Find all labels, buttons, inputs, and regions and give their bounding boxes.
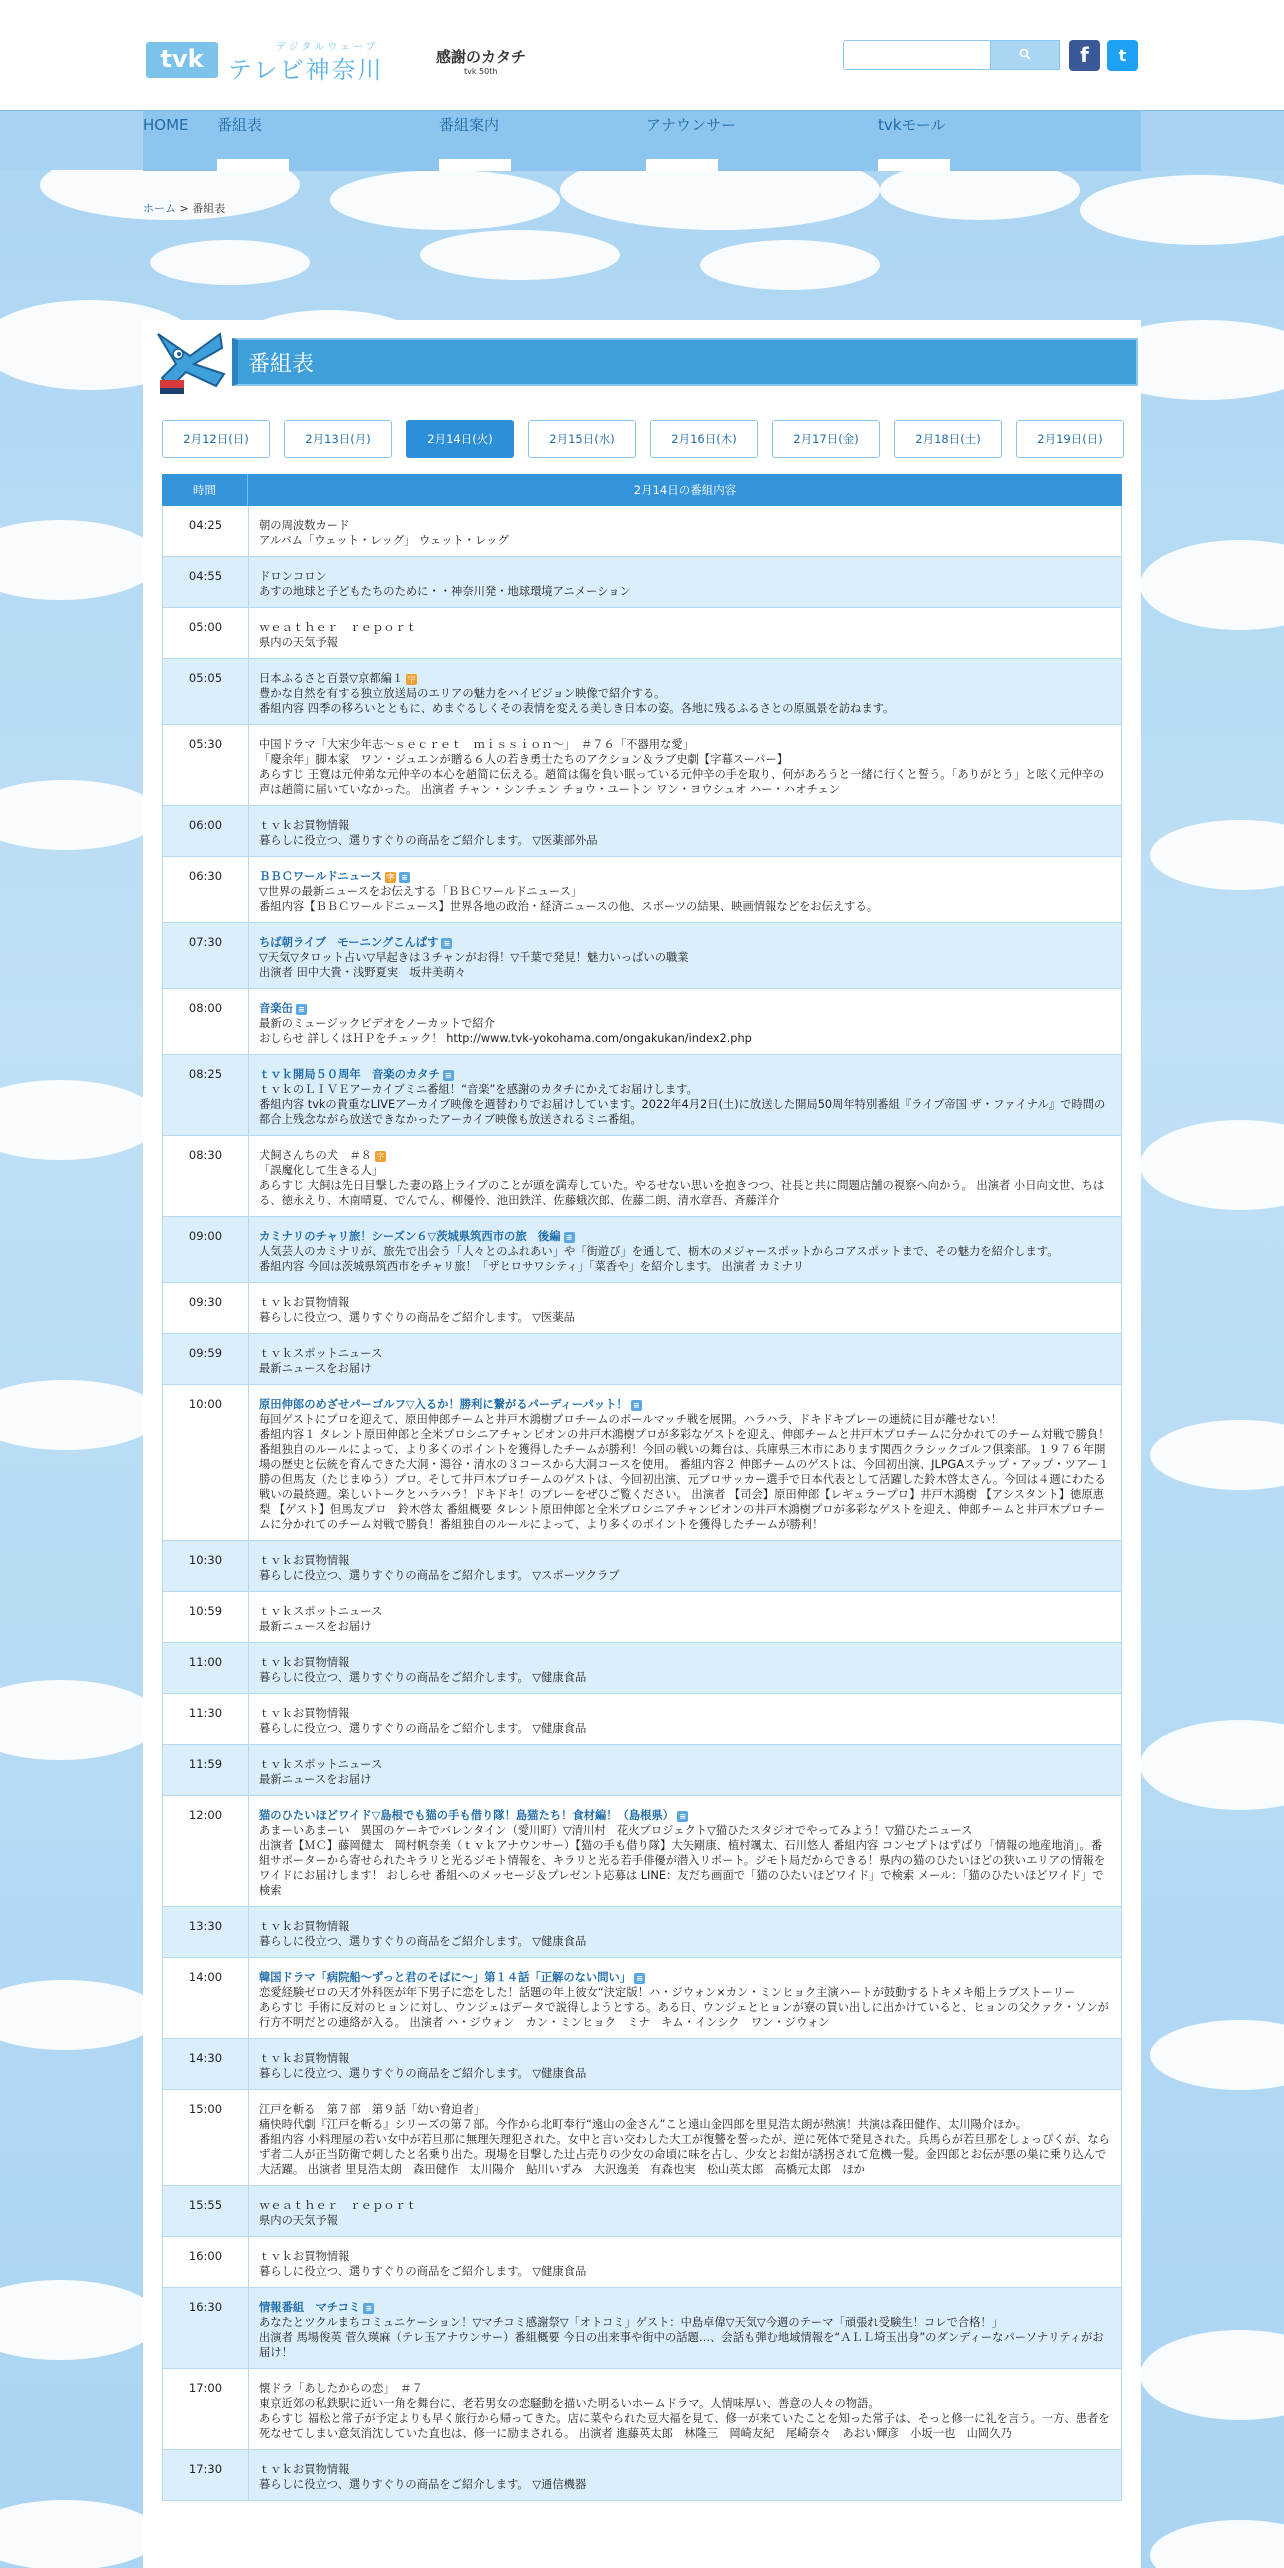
date-tab[interactable]: 2月17日(金) [772, 420, 880, 458]
program-title: 朝の周波数カード [259, 519, 350, 532]
row-body [249, 1745, 1121, 1795]
row-body [249, 506, 1121, 556]
program-description: 毎回ゲストにプロを迎えて、原田伸郎チームと井戸木鴻樹プロチームのボールマッチ戦を展開。ハラハラ、ドキドキプレーの連続に目が離せない！ [259, 1413, 1002, 1426]
cloud-decoration [330, 170, 560, 230]
row-body [249, 1592, 1121, 1642]
anniversary-title: 感謝のカタチ [436, 48, 527, 66]
row-body [249, 1283, 1121, 1333]
table-row [162, 1958, 1122, 2039]
detail-badge-icon: ≡ [443, 1070, 454, 1081]
program-title: 中国ドラマ「大宋少年志～ｓｅｃｒｅｔ ｍｉｓｓｉｏｎ～」 ＃７６「不器用な愛」 [259, 738, 694, 751]
program-title: 懐ドラ「あしたからの恋」 ＃７ [259, 2382, 423, 2395]
row-body [249, 989, 1121, 1054]
cloud-decoration [0, 1980, 160, 2050]
header-time: 時間 [162, 474, 248, 506]
row-time: 16:00 [163, 2237, 249, 2287]
table-row [162, 557, 1122, 608]
program-title: ｔｖｋお買物情報 [259, 1656, 350, 1669]
breadcrumb-separator: > [176, 202, 193, 215]
table-row [162, 1055, 1122, 1136]
nav-programs[interactable]: 番組案内 [439, 116, 500, 134]
program-description: 暮らしに役立つ、選りすぐりの商品をご紹介します。 ▽健康食品 [259, 1722, 587, 1735]
table-row [162, 725, 1122, 806]
subtitle-badge-icon: 字 [407, 675, 416, 684]
cloud-decoration [1150, 2020, 1284, 2090]
program-title[interactable]: ちば朝ライブ モーニングこんぱす [259, 936, 439, 949]
nav-underline [217, 159, 289, 171]
program-title-line [259, 1346, 1111, 1361]
table-row [162, 1745, 1122, 1796]
table-row [162, 608, 1122, 659]
schedule-table [162, 474, 1122, 2501]
row-time: 17:00 [163, 2369, 249, 2449]
program-title: ｔｖｋスポットニュース [259, 1758, 383, 1771]
cloud-decoration [1140, 2330, 1284, 2420]
program-title-line [259, 1808, 1111, 1823]
table-row [162, 2186, 1122, 2237]
nav-underline [878, 159, 950, 171]
program-title-line [259, 935, 1111, 950]
program-title: ｔｖｋお買物情報 [259, 2463, 350, 2476]
nav-schedule[interactable]: 番組表 [217, 116, 263, 134]
program-description: 最新ニュースをお届け [259, 1620, 372, 1633]
program-description: アルバム「ウェット・レッグ」 ウェット・レッグ [259, 534, 509, 547]
cloud-decoration [0, 1080, 160, 1160]
program-title[interactable]: 猫のひたいほどワイド▽島根でも猫の手も借り隊！島猫たち！食材編！（島根県） [259, 1809, 675, 1822]
cloud-decoration [0, 1380, 160, 1450]
nav-underline [646, 159, 718, 171]
row-body [249, 2237, 1121, 2287]
table-row [162, 2369, 1122, 2450]
row-body [249, 659, 1121, 724]
row-time: 14:30 [163, 2039, 249, 2089]
program-description: 番組内容１ タレント原田伸郎と全米プロシニアチャンピオンの井戸木鴻樹プロが多彩なゲストを迎え、伸郎チームと井戸木プロチームに分かれてのチーム対戦で勝負！番組独自のルールによって、より多くのポイントを獲得したチームが勝利！今回の戦いの舞台は、兵庫県三木市にあります関西クラシックゴルフ倶楽部。１９７６年開場の歴史と伝統を育んできた大洞・湯谷・清水の３コースから大洞コースを使用。 番組内容２ 伸郎チームのゲストは、今回初出演、JLPGAステップ・アップ・ツアー１勝の但馬友（たじまゆう）プロ。そして井戸木プロチームのゲストは、今回初出演、元プロサッカー選手で日本代表として活躍した鈴木啓太さん。今回は４週にわたる戦いの最終週。楽しいトークとハラハラ！ドキドキ！のプレーをぜひご覧ください。 出演者 【司会】原田伸郎【レギュラープロ】井戸木鴻樹 【アシスタント】徳原恵梨 【ゲスト】但馬友プロ 鈴木啓太 番組概要 タレント原田伸郎と全米プロシニアチャンピオンの井戸木鴻樹プロが多彩なゲストを迎え、伸郎チームと井戸木プロチームに分かれてのチーム対戦で勝負！番組独自のルールによって、より多くのポイントを獲得したチームが勝利！ [259, 1428, 1110, 1531]
program-title-line [259, 1757, 1111, 1772]
table-row [162, 1217, 1122, 1283]
row-time: 05:00 [163, 608, 249, 658]
program-title-line [259, 1001, 1111, 1016]
program-title: ｔｖｋお買物情報 [259, 819, 350, 832]
program-title[interactable]: 韓国ドラマ「病院船～ずっと君のそばに～」第１４話「正解のない問い」 [259, 1971, 632, 1984]
program-title-line [259, 1655, 1111, 1670]
program-description: おしらせ 詳しくはＨＰをチェック！ http://www.tvk-yokohama.com/ongakukan/index2.php [259, 1032, 752, 1045]
table-row [162, 923, 1122, 989]
program-title: ｔｖｋお買物情報 [259, 1554, 350, 1567]
global-nav [0, 110, 1284, 170]
program-title: 犬飼さんちの犬 ＃８ [259, 1149, 372, 1162]
cloud-decoration [1080, 175, 1284, 245]
program-description: 暮らしに役立つ、選りすぐりの商品をご紹介します。 ▽健康食品 [259, 2265, 587, 2278]
table-row [162, 1283, 1122, 1334]
program-description: 出演者【ＭＣ】藤岡健太 岡村帆奈美（ｔｖｋアナウンサー）【猫の手も借り隊】大矢剛康、植村颯太、石川悠人 番組内容 コンセプトはずばり「情報の地産地消」。番組サポーターから寄せられたキラリと光るジモト情報を、キラリと光る若手俳優が潜入リポート。ジモト局だからできる！県内の猫のひたいほどの狭いエリアの情報をワイドにお届けします！ おしらせ 番組へのメッセージ＆プレゼント応募は LINE：友だち画面で「猫のひたいほどワイド」で検索 メール：「猫のひたいほどワイド」で検索 [259, 1839, 1106, 1897]
date-tab[interactable]: 2月12日(日) [162, 420, 270, 458]
table-body [162, 506, 1122, 2501]
station-name[interactable]: テレビ神奈川 [228, 56, 384, 84]
row-time: 17:30 [163, 2450, 249, 2500]
row-time: 10:00 [163, 1385, 249, 1540]
table-row [162, 1541, 1122, 1592]
program-title-line [259, 2198, 1111, 2213]
program-description: 「誤魔化して生きる人」 [259, 1164, 384, 1177]
program-description: ▽天気▽タロット占い▽早起きは３チャンがお得！▽千葉で発見！魅力いっぱいの職業 [259, 951, 689, 964]
row-time: 15:00 [163, 2090, 249, 2185]
row-body [249, 1796, 1121, 1906]
program-title-line [259, 1553, 1111, 1568]
program-title-line [259, 818, 1111, 833]
program-description: 暮らしに役立つ、選りすぐりの商品をご紹介します。 ▽健康食品 [259, 1935, 587, 1948]
row-body [249, 806, 1121, 856]
date-tabs [162, 420, 1122, 458]
program-title: 日本ふるさと百景▽京都編１ [259, 672, 404, 685]
row-body [249, 1055, 1121, 1135]
cloud-decoration [1150, 820, 1284, 890]
row-body [249, 1643, 1121, 1693]
program-title-line [259, 2249, 1111, 2264]
row-time: 07:30 [163, 923, 249, 988]
detail-badge-icon: ≡ [634, 1973, 645, 1984]
cloud-decoration [0, 2500, 160, 2568]
program-title-line [259, 1295, 1111, 1310]
search-button[interactable] [990, 40, 1060, 70]
cloud-decoration [0, 1680, 160, 1760]
program-description: 最新のミュージックビデオをノーカットで紹介 [259, 1017, 495, 1030]
table-row [162, 1592, 1122, 1643]
row-time: 11:00 [163, 1643, 249, 1693]
program-title: ｔｖｋスポットニュース [259, 1605, 383, 1618]
program-description: 番組内容 今回は茨城県筑西市をチャリ旅！「ザヒロサワシティ」「菜香や」を紹介します。 出演者 カミナリ [259, 1260, 805, 1273]
program-description: 「慶余年」脚本家 ワン・ジュエンが贈る６人の若き勇士たちのアクション＆ラブ史劇【字幕スーパー】 [259, 753, 789, 766]
program-title-line [259, 671, 1111, 686]
program-description: 番組内容 小料理屋の若い女中が若旦那に無理矢理犯された。女中と言い交わした大工が復讐を誓ったが、逆に死体で発見された。兵馬らが若旦那をしょっぴくが、ならず者二人が正当防衛で刺したと名乗り出た。現場を目撃した辻占売りの少女の命頃に味を占し、少女とお紺が誘拐されて危機一髪。金四郎とお伝が悪の巣に乗り込んで大活躍。 出演者 里見浩太朗 森田健作 太川陽介 鮎川いずみ 大沢逸美 有森也実 松山英太郎 高橋元太郎 ほか [259, 2133, 1110, 2176]
row-body [249, 1334, 1121, 1384]
date-tab[interactable]: 2月13日(月) [284, 420, 392, 458]
program-description: あらすじ 手術に反対のヒョンに対し、ウンジェはデータで説得しようとする。ある日、ウンジェとヒョンが寮の買い出しに出かけていると、ヒョンの父クァク・ソンが行方不明だとの連絡が入る。 出演者 ハ・ジウォン カン・ミンヒョク ミナ キム・インシク ワン・ジウォン [259, 2001, 1109, 2029]
detail-badge-icon: ≡ [441, 938, 452, 949]
cloud-decoration [0, 780, 160, 850]
program-description: 県内の天気予報 [259, 2214, 339, 2227]
program-description: 出演者 田中大貴・浅野夏実 坂井美萌々 [259, 966, 466, 979]
breadcrumb [143, 200, 225, 216]
table-row [162, 2450, 1122, 2501]
page-title-bar [232, 338, 1138, 386]
program-title: ｔｖｋお買物情報 [259, 2250, 350, 2263]
row-body [249, 725, 1121, 805]
program-description: あなたとツクルまちコミュニケーション！▽マチコミ感謝祭▽「オトコミ」ゲスト：中島卓偉▽天気▽今週のテーマ「頑張れ受験生！コレで合格！」 [259, 2316, 1003, 2329]
program-title[interactable]: ＢＢＣワールドニュース [259, 870, 383, 883]
twitter-icon[interactable]: t [1107, 40, 1138, 71]
nav-tvk-mall[interactable]: tvkモール [878, 116, 946, 134]
program-description: あらすじ 大飼は先日目撃した妻の路上ライブのことが頭を満寿していた。やるせない思いを抱きつつ、社長と共に問題店舗の視察へ向かう。 出演者 小日向文世、ちはる、徳永えり、木南晴夏、でんでん、柳優怜、池田鉄洋、佐藤蛾次郎、佐藤二朗、清水章吾、斉藤洋介 [259, 1179, 1105, 1207]
nav-announcers[interactable]: アナウンサー [646, 116, 737, 134]
table-row [162, 2090, 1122, 2186]
program-title: ｔｖｋスポットニュース [259, 1347, 383, 1360]
program-title[interactable]: カミナリのチャリ旅！シーズン６▽茨城県筑西市の旅 後編 [259, 1230, 561, 1243]
table-row [162, 1694, 1122, 1745]
program-title-line [259, 2102, 1111, 2117]
program-title-line [259, 620, 1111, 635]
row-time: 09:59 [163, 1334, 249, 1384]
row-body [249, 1907, 1121, 1957]
program-title: ｔｖｋお買物情報 [259, 2052, 350, 2065]
program-description: 暮らしに役立つ、選りすぐりの商品をご紹介します。 ▽健康食品 [259, 2067, 587, 2080]
tvk-logo[interactable]: tvk [146, 42, 218, 78]
cloud-decoration [0, 520, 160, 600]
table-header [162, 474, 1122, 506]
row-time: 16:30 [163, 2288, 249, 2368]
row-body [249, 2090, 1121, 2185]
anniversary-sub: tvk 50th [464, 67, 498, 76]
row-time: 08:00 [163, 989, 249, 1054]
table-row [162, 1796, 1122, 1907]
row-time: 08:30 [163, 1136, 249, 1216]
row-time: 04:25 [163, 506, 249, 556]
program-title-line [259, 569, 1111, 584]
program-description: 県内の天気予報 [259, 636, 339, 649]
row-time: 05:30 [163, 725, 249, 805]
program-description: 恋愛経験ゼロの天才外科医が年下男子に恋をした！話題の年上彼女“決定版！ハ・ジウォン×カン・ミンヒョク主演ハートが鼓動するトキメキ船上ラブストーリー [259, 1986, 1076, 1999]
date-tab[interactable]: 2月15日(水) [528, 420, 636, 458]
cloud-decoration [420, 230, 620, 280]
row-body [249, 1217, 1121, 1282]
header-content: 2月14日の番組内容 [633, 483, 737, 497]
program-title-line [259, 2381, 1111, 2396]
row-time: 09:30 [163, 1283, 249, 1333]
row-body [249, 923, 1121, 988]
table-row [162, 506, 1122, 557]
detail-badge-icon: ≡ [399, 872, 410, 883]
date-tab[interactable]: 2月16日(木) [650, 420, 758, 458]
program-title-line [259, 1604, 1111, 1619]
anniversary-logo[interactable] [436, 46, 528, 84]
program-title-line [259, 1397, 1111, 1412]
row-time: 04:55 [163, 557, 249, 607]
program-description: 番組内容 四季の移ろいとともに、めまぐるしくその表情を変える美しき日本の姿。各地に残るふるさとの原風景を訪ねます。 [259, 702, 895, 715]
program-description: あまーいあまーい 異国のケーキでバレンタイン（愛川町）▽清川村 花火プロジェクト▽猫ひたスタジオでやってみよう！▽猫ひたニュース [259, 1824, 973, 1837]
program-title-line [259, 1148, 1111, 1163]
row-time: 05:05 [163, 659, 249, 724]
program-description: 東京近郊の私鉄駅に近い一角を舞台に、老若男女の恋騒動を描いた明るいホームドラマ。人情味厚い、善意の人々の物語。 [259, 2397, 880, 2410]
row-body [249, 1694, 1121, 1744]
program-description: 出演者 馬場俊英 菅久瑛麻（テレ玉アナウンサー）番組概要 今日の出来事や街中の話題…、会話も弾む地域情報を“ＡＬＬ埼玉出身”のダンディーなパーソナリティがお届け！ [259, 2331, 1104, 2359]
program-title-line [259, 1229, 1111, 1244]
global-nav-inner [143, 111, 1141, 171]
detail-badge-icon: ≡ [363, 2303, 374, 2314]
table-row [162, 2039, 1122, 2090]
detail-badge-icon: ≡ [677, 1811, 688, 1822]
program-description: 痛快時代劇『江戸を斬る』シリーズの第７部。今作から北町奉行“遠山の金さん”こと遠山金四郎を里見浩太朗が熱演！共演は森田健作、太川陽介ほか。 [259, 2118, 1028, 2131]
program-title-line [259, 1706, 1111, 1721]
nav-home[interactable]: HOME [143, 116, 189, 134]
row-time: 11:30 [163, 1694, 249, 1744]
search-input[interactable] [843, 40, 991, 70]
detail-badge-icon: ≡ [296, 1004, 307, 1015]
table-row [162, 2288, 1122, 2369]
cloud-decoration [1150, 1420, 1284, 1490]
program-title-line [259, 2300, 1111, 2315]
row-time: 15:55 [163, 2186, 249, 2236]
row-time: 06:30 [163, 857, 249, 922]
program-title[interactable]: 原田伸郎のめざせパーゴルフ▽入るか！勝利に繋がるパーディーパット！ [259, 1398, 628, 1411]
detail-badge-icon: ≡ [564, 1232, 575, 1243]
page-title: 番組表 [248, 352, 315, 377]
date-tab[interactable]: 2月14日(火) [406, 420, 514, 458]
program-description: 最新ニュースをお届け [259, 1773, 372, 1786]
table-row [162, 2237, 1122, 2288]
table-row [162, 1385, 1122, 1541]
program-description: あらすじ 王寛は元仲弟な元仲辛の本心を趙简に伝える。趙简は傷を負い眠っている元仲辛の手を取り、何があろうと一緒に行くと誓う。「ありがとう」と呟く元仲辛の声は趙简に届いていなかった。 出演者 チャン・シンチェン チョウ・ユートン ワン・ヨウシュオ ハー・ハオチェン [259, 768, 1105, 796]
detail-badge-icon: ≡ [631, 1400, 642, 1411]
program-title-line [259, 737, 1111, 752]
program-description: 暮らしに役立つ、選りすぐりの商品をご紹介します。 ▽医薬品 [259, 1311, 575, 1324]
program-description: あすの地球と子どもたちのために・・神奈川発・地球環境アニメーション [259, 585, 631, 598]
program-title-line [259, 2462, 1111, 2477]
cloud-decoration [150, 240, 310, 285]
row-body [249, 1541, 1121, 1591]
program-title: ｔｖｋお買物情報 [259, 1296, 350, 1309]
program-description: ｔｖｋのＬＩＶＥアーカイブミニ番組！“音楽”を感謝のカタチにかえてお届けします。 [259, 1083, 698, 1096]
table-row [162, 1643, 1122, 1694]
row-body [249, 857, 1121, 922]
program-title-line [259, 2051, 1111, 2066]
table-row [162, 1334, 1122, 1385]
nav-underline [439, 159, 511, 171]
program-title-line [259, 518, 1111, 533]
cloud-decoration [1150, 2520, 1284, 2568]
program-title: ｔｖｋお買物情報 [259, 1920, 350, 1933]
program-title-line [259, 869, 1111, 884]
program-description: 暮らしに役立つ、選りすぐりの商品をご紹介します。 ▽医薬部外品 [259, 834, 598, 847]
row-time: 09:00 [163, 1217, 249, 1282]
program-title: ドロンコロン [259, 570, 327, 583]
row-body [249, 608, 1121, 658]
subtitle-badge-icon: 字 [376, 1152, 385, 1161]
program-title[interactable]: 情報番組 マチコミ [259, 2301, 361, 2314]
program-title: ｔｖｋお買物情報 [259, 1707, 350, 1720]
cloud-decoration [0, 2280, 160, 2360]
table-row [162, 1136, 1122, 1217]
facebook-icon[interactable]: f [1069, 40, 1100, 71]
program-title-line [259, 1919, 1111, 1934]
row-body [249, 2288, 1121, 2368]
logo-subtitle: デジタルウェーブ [276, 42, 379, 53]
table-row [162, 1907, 1122, 1958]
mascot-icon [150, 326, 230, 396]
breadcrumb-home[interactable]: ホーム [143, 202, 176, 215]
table-row [162, 989, 1122, 1055]
program-description: ▽世界の最新ニュースをお伝えする「ＢＢＣワールドニュース」 [259, 885, 583, 898]
cloud-decoration [1140, 540, 1284, 630]
row-time: 10:59 [163, 1592, 249, 1642]
cloud-decoration [1140, 1120, 1284, 1210]
row-time: 10:30 [163, 1541, 249, 1591]
program-description: 人気芸人のカミナリが、旅先で出会う「人々とのふれあい」や「街遊び」を通して、栃木のメジャースポットからコアスポットまで、その魅力を紹介します。 [259, 1245, 1059, 1258]
row-body [249, 2450, 1121, 2500]
date-tab[interactable]: 2月19日(日) [1016, 420, 1124, 458]
table-row [162, 659, 1122, 725]
row-time: 11:59 [163, 1745, 249, 1795]
table-row [162, 857, 1122, 923]
program-title-line [259, 1067, 1111, 1082]
program-title: ｗｅａｔｈｅｒ ｒｅｐｏｒｔ [259, 621, 418, 634]
row-time: 06:00 [163, 806, 249, 856]
row-time: 14:00 [163, 1958, 249, 2038]
cloud-decoration [1140, 1720, 1284, 1810]
program-title-line [259, 1970, 1111, 1985]
site-header [0, 0, 1284, 110]
row-time: 08:25 [163, 1055, 249, 1135]
program-description: 暮らしに役立つ、選りすぐりの商品をご紹介します。 ▽健康食品 [259, 1671, 587, 1684]
program-title[interactable]: ｔｖｋ開局５０周年 音楽のカタチ [259, 1068, 440, 1081]
row-body [249, 2039, 1121, 2089]
program-description: 豊かな自然を有する独立放送局のエリアの魅力をハイビジョン映像で紹介する。 [259, 687, 666, 700]
program-description: 番組内容【ＢＢＣワールドニュース】世界各地の政治・経済ニュースの他、スポーツの結果、映画情報などをお伝えする。 [259, 900, 879, 913]
program-description: あらすじ 福松と常子が予定よりも早く旅行から帰ってきた。店に菜やられた豆大福を見て、修一が来ていたことを知った常子は、そっと修一に礼を言う。一方、患者を死なせてしまい意気消沈していた直也は、修一に励まされる。 出演者 進藤英太郎 林隆三 岡崎友紀 尾崎奈々 あおい輝彦 小坂一也 山岡久乃 [259, 2412, 1110, 2440]
program-description: 暮らしに役立つ、選りすぐりの商品をご紹介します。 ▽スポーツクラブ [259, 1569, 620, 1582]
row-body [249, 1385, 1121, 1540]
row-body [249, 2369, 1121, 2449]
table-row [162, 806, 1122, 857]
row-body [249, 1136, 1121, 1216]
program-title: 江戸を斬る 第７部 第９話「幼い脅迫者」 [259, 2103, 485, 2116]
search-icon [1019, 48, 1031, 60]
program-title[interactable]: 音楽缶 [259, 1002, 293, 1015]
breadcrumb-current: 番組表 [192, 202, 226, 215]
row-time: 12:00 [163, 1796, 249, 1906]
program-title: ｗｅａｔｈｅｒ ｒｅｐｏｒｔ [259, 2199, 418, 2212]
subtitle-badge-icon: 字 [386, 873, 395, 882]
cloud-decoration [700, 240, 880, 290]
row-body [249, 557, 1121, 607]
row-body [249, 1958, 1121, 2038]
program-description: 最新ニュースをお届け [259, 1362, 372, 1375]
row-time: 13:30 [163, 1907, 249, 1957]
row-body [249, 2186, 1121, 2236]
date-tab[interactable]: 2月18日(土) [894, 420, 1002, 458]
program-description: 暮らしに役立つ、選りすぐりの商品をご紹介します。 ▽通信機器 [259, 2478, 587, 2491]
program-description: 番組内容 tvkの貴重なLIVEアーカイブ映像を週替わりでお届けしています。2022年4月2日(土)に放送した開局50周年特別番組『ライブ帝国 ザ・ファイナル』で時間の都合上残念ながら放送できなかったアーカイブ映像も放送されるミニ番組。 [259, 1098, 1106, 1126]
